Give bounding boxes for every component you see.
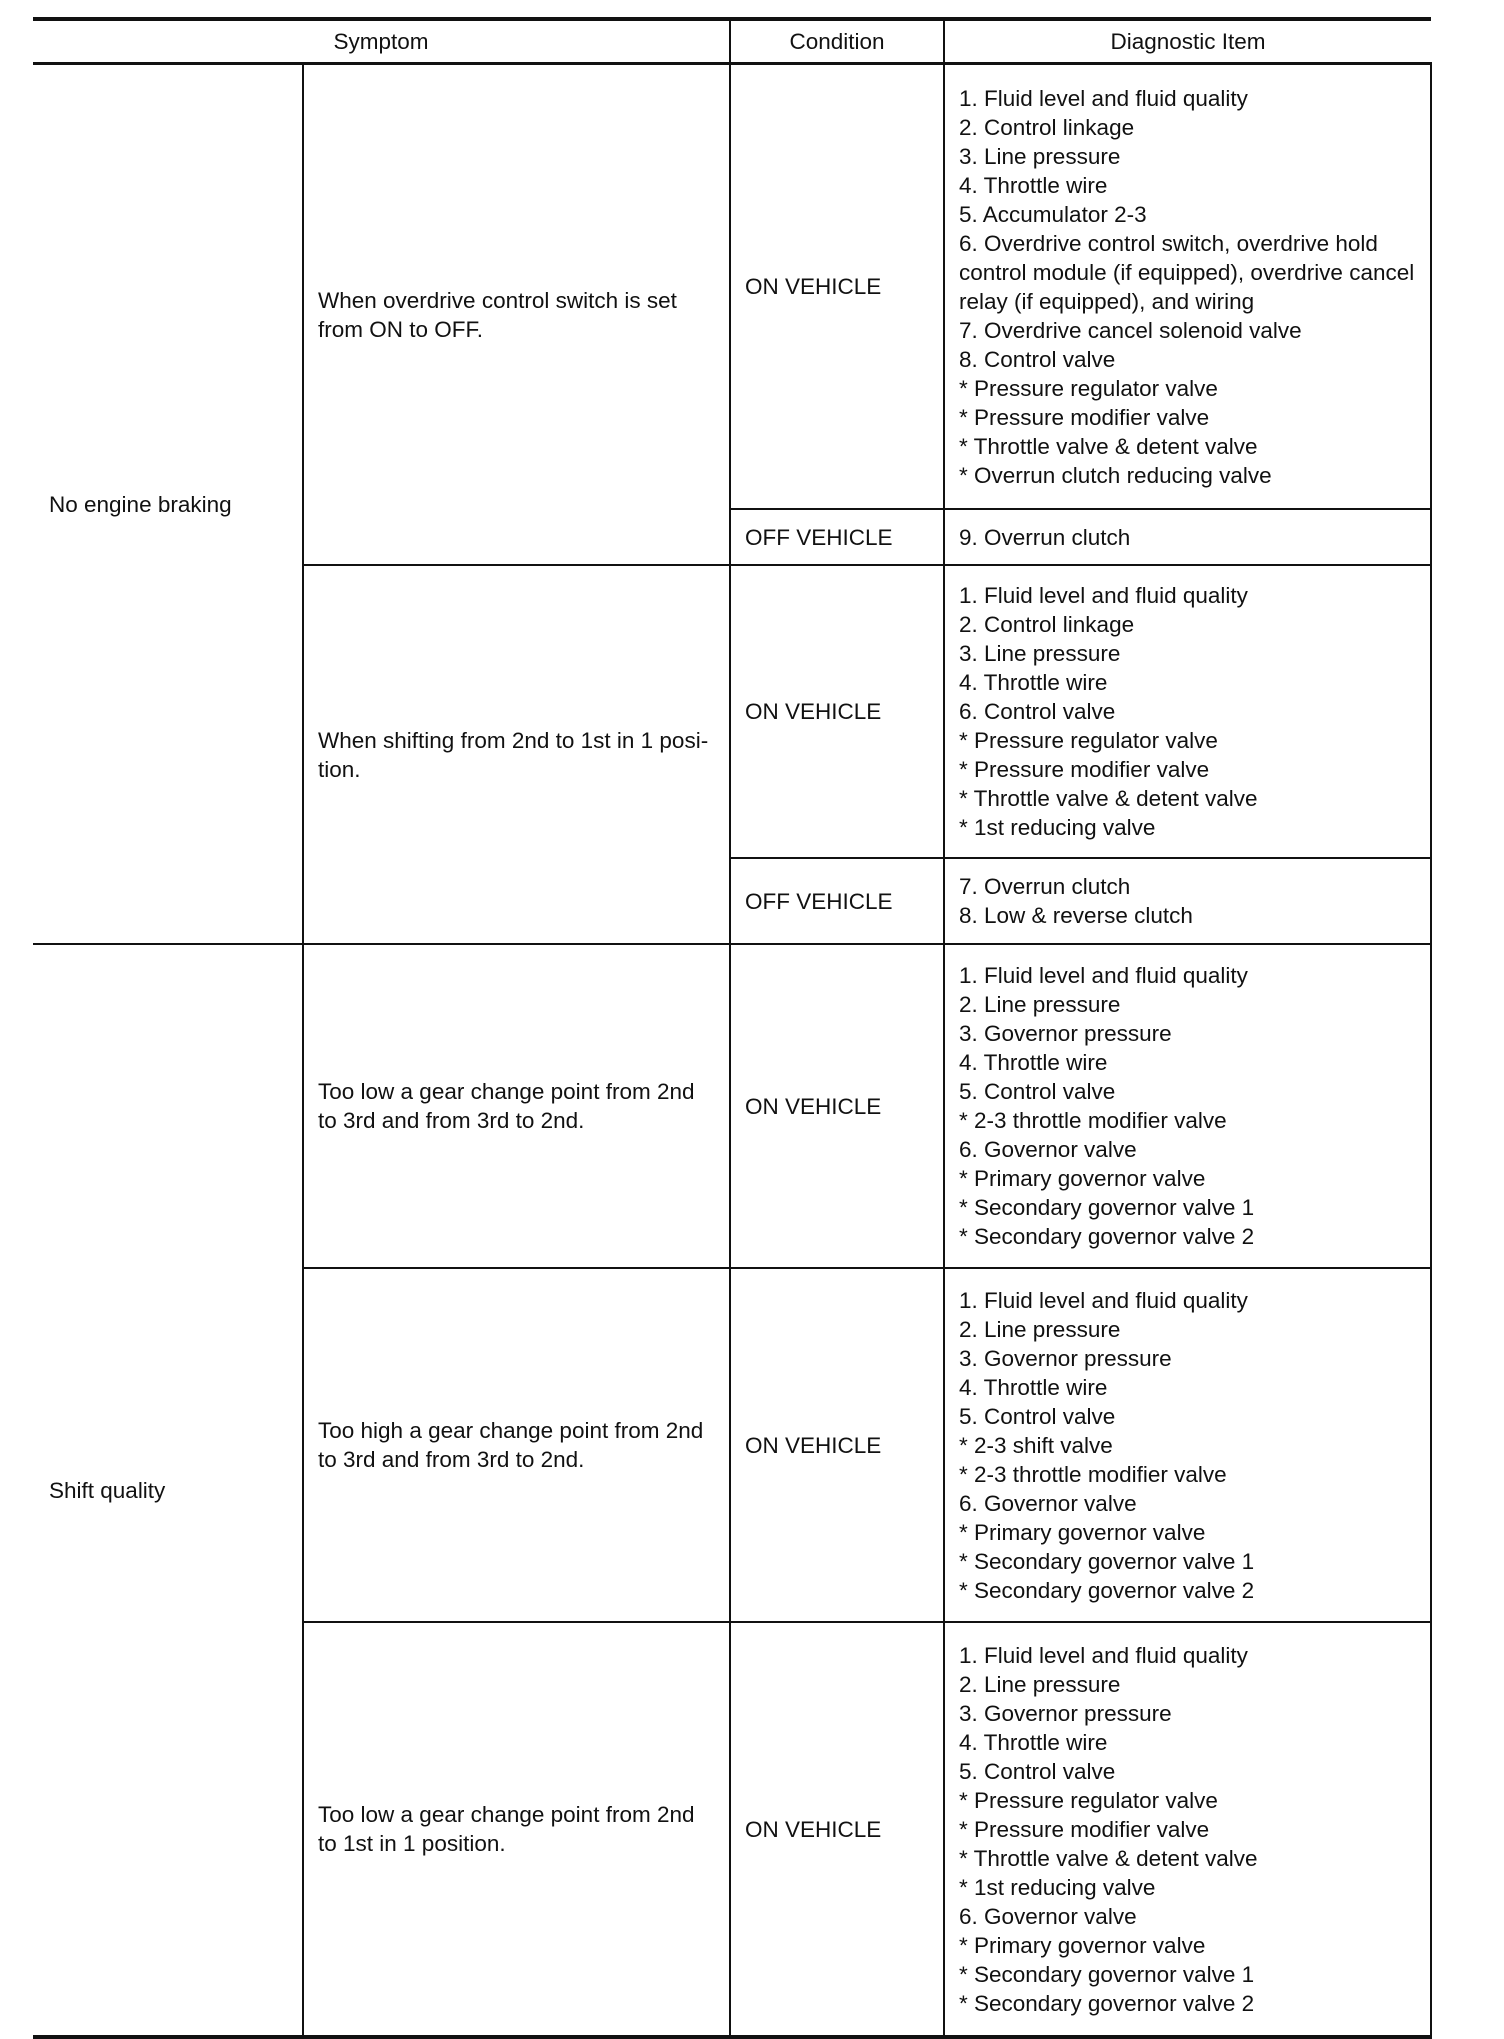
diagnostic-item: * Secondary governor valve 1 <box>959 1195 1255 1220</box>
diagnostic-item: * Primary governor valve <box>959 1519 1206 1545</box>
diagnostic-table <box>33 17 1432 2039</box>
diagnostic-item: * Secondary governor valve 2 <box>959 1577 1255 1603</box>
diagnostic-item: 6. Governor valve <box>959 1137 1137 1162</box>
diagnostic-items <box>944 944 1431 1268</box>
diagnostic-item: * Throttle valve & detent valve <box>959 786 1258 811</box>
header-condition: Condition <box>730 19 944 64</box>
diagnostic-item: 5. Control valve <box>959 1403 1116 1429</box>
diagnostic-item: 4. Throttle wire <box>959 1050 1108 1075</box>
table-row <box>33 64 1431 510</box>
diagnostic-item: * 2-3 shift valve <box>959 1432 1113 1458</box>
diagnostic-item: 2. Line pressure <box>959 1671 1121 1697</box>
diagnostic-item: 2. Line pressure <box>959 992 1121 1017</box>
diagnostic-item: 1. Fluid level and fluid quality <box>959 85 1248 111</box>
diagnostic-item: 7. Overdrive cancel solenoid valve <box>959 317 1302 343</box>
diagnostic-item: * Pressure modifier valve <box>959 404 1210 430</box>
diagnostic-item: 1. Fluid level and fluid quality <box>959 583 1248 608</box>
diagnostic-item: 2. Line pressure <box>959 1316 1121 1342</box>
symptom-shift-quality: Shift quality <box>33 944 303 2037</box>
diagnostic-item: * Throttle valve & detent valve <box>959 1845 1258 1871</box>
diagnostic-item: * 2-3 throttle modifier valve <box>959 1461 1227 1487</box>
diagnostic-item: 3. Governor pressure <box>959 1345 1172 1371</box>
diagnostic-items <box>944 565 1431 858</box>
condition-cell: ON VEHICLE <box>730 1268 944 1622</box>
diagnostic-item: 4. Throttle wire <box>959 670 1108 695</box>
diagnostic-item: 5. Control valve <box>959 1079 1116 1104</box>
diagnostic-item: * Primary governor valve <box>959 1932 1206 1958</box>
diagnostic-item: 7. Overrun clutch <box>959 874 1131 899</box>
diagnostic-item: 4. Throttle wire <box>959 172 1108 198</box>
diagnostic-item: * Pressure modifier valve <box>959 757 1210 782</box>
diagnostic-items <box>944 1268 1431 1622</box>
diagnostic-item: 5. Control valve <box>959 1758 1116 1784</box>
case-description: Too low a gear change point from 2nd to 1st in 1 position. <box>303 1622 730 2037</box>
diagnostic-item: 1. Fluid level and fluid quality <box>959 1287 1248 1313</box>
diagnostic-item: 6. Control valve <box>959 699 1116 724</box>
case-description: Too low a gear change point from 2nd to 3rd and from 3rd to 2nd. <box>303 944 730 1268</box>
diagnostic-item: 1. Fluid level and fluid quality <box>959 963 1248 988</box>
diagnostic-items <box>944 1622 1431 2037</box>
condition-cell: ON VEHICLE <box>730 64 944 510</box>
diagnostic-item: * Pressure regulator valve <box>959 1787 1218 1813</box>
diagnostic-item: * Pressure regulator valve <box>959 728 1218 753</box>
diagnostic-item: 2. Control linkage <box>959 612 1135 637</box>
diagnostic-item: 4. Throttle wire <box>959 1729 1108 1755</box>
diagnostic-item: 6. Overdrive control switch, overdrive hold control module (if equipped), overdrive cancel relay (if equipped), and wiring <box>959 230 1415 314</box>
diagnostic-item: * Overrun clutch reducing valve <box>959 462 1272 488</box>
diagnostic-item: 5. Accumulator 2-3 <box>959 201 1147 227</box>
diagnostic-item: 9. Overrun clutch <box>959 524 1131 550</box>
diagnostic-item: * Secondary governor valve 1 <box>959 1548 1255 1574</box>
diagnostic-table-page <box>33 17 1431 2039</box>
case-description: When overdrive control switch is set from ON to OFF. <box>303 64 730 566</box>
diagnostic-item: * 2-3 throttle modifier valve <box>959 1108 1227 1133</box>
diagnostic-item: * Primary governor valve <box>959 1166 1206 1191</box>
symptom-no-engine-braking: No engine braking <box>33 64 303 945</box>
diagnostic-item: 1. Fluid level and fluid quality <box>959 1642 1248 1668</box>
condition-cell: ON VEHICLE <box>730 1622 944 2037</box>
diagnostic-items <box>944 509 1431 565</box>
diagnostic-item: * 1st reducing valve <box>959 1874 1156 1900</box>
diagnostic-item: * Secondary governor valve 2 <box>959 1224 1255 1249</box>
diagnostic-item: * Pressure modifier valve <box>959 1816 1210 1842</box>
diagnostic-item: 2. Control linkage <box>959 114 1135 140</box>
diagnostic-item: 4. Throttle wire <box>959 1374 1108 1400</box>
diagnostic-item: 8. Low & reverse clutch <box>959 903 1193 928</box>
case-description: When shifting from 2nd to 1st in 1 posi-tion. <box>303 565 730 944</box>
header-diagnostic-item: Diagnostic Item <box>944 19 1431 64</box>
diagnostic-item: * 1st reducing valve <box>959 815 1156 840</box>
diagnostic-item: 6. Governor valve <box>959 1490 1137 1516</box>
diagnostic-items <box>944 858 1431 944</box>
table-header-row <box>33 19 1431 64</box>
table-row <box>33 944 1431 1268</box>
diagnostic-item: 3. Governor pressure <box>959 1700 1172 1726</box>
diagnostic-item: * Secondary governor valve 2 <box>959 1990 1255 2016</box>
diagnostic-item: * Secondary governor valve 1 <box>959 1961 1255 1987</box>
condition-cell: OFF VEHICLE <box>730 509 944 565</box>
diagnostic-item: 8. Control valve <box>959 346 1116 372</box>
diagnostic-item: 3. Governor pressure <box>959 1021 1172 1046</box>
diagnostic-item: * Pressure regulator valve <box>959 375 1218 401</box>
case-description: Too high a gear change point from 2nd to 3rd and from 3rd to 2nd. <box>303 1268 730 1622</box>
header-symptom: Symptom <box>33 19 730 64</box>
condition-cell: ON VEHICLE <box>730 944 944 1268</box>
diagnostic-items <box>944 64 1431 510</box>
condition-cell: ON VEHICLE <box>730 565 944 858</box>
diagnostic-item: * Throttle valve & detent valve <box>959 433 1258 459</box>
diagnostic-item: 3. Line pressure <box>959 143 1121 169</box>
diagnostic-item: 3. Line pressure <box>959 641 1121 666</box>
diagnostic-item: 6. Governor valve <box>959 1903 1137 1929</box>
condition-cell: OFF VEHICLE <box>730 858 944 944</box>
